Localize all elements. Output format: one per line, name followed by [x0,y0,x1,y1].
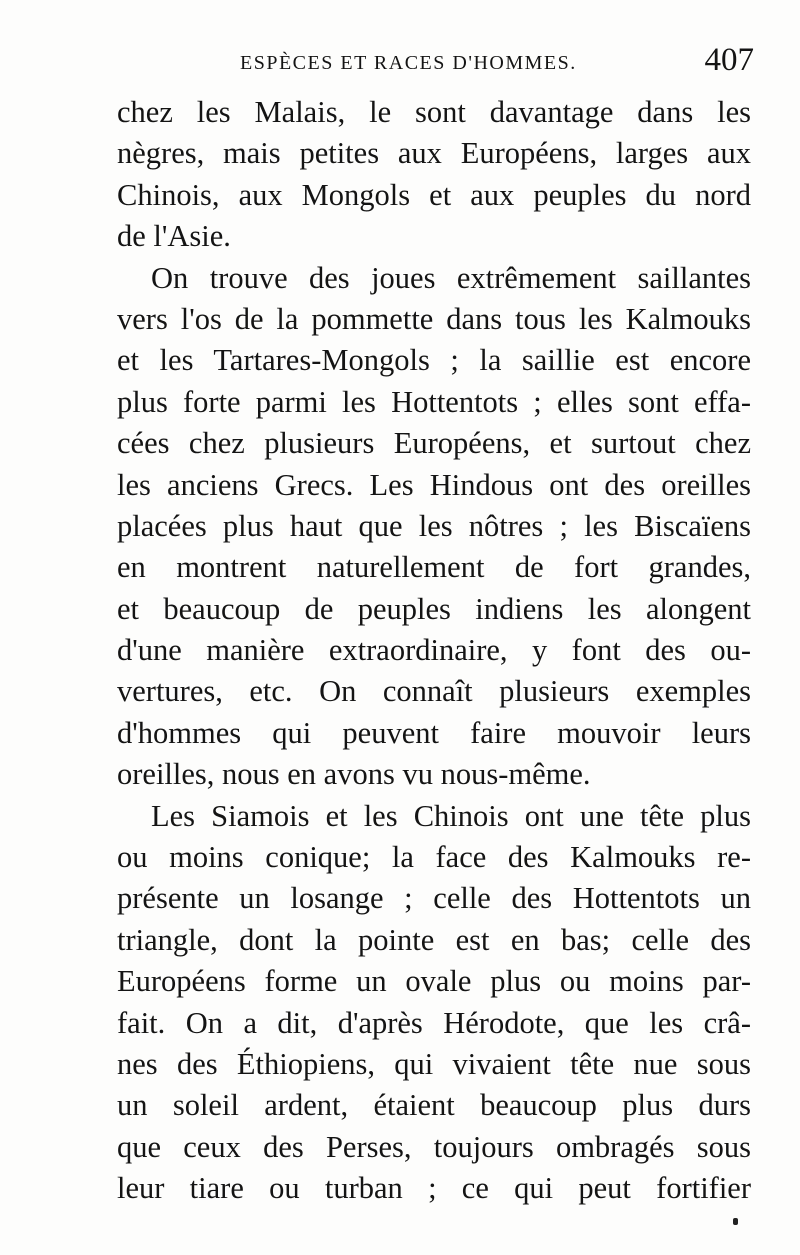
text-line: vertures, etc. On connaît plusieurs exemples [117,674,751,709]
text-line: présente un losange ; celle des Hottentots un [117,881,751,916]
text-line: nes des Éthiopiens, qui vivaient tête nue sous [117,1046,751,1081]
text-line: plus forte parmi les Hottentots ; elles sont effa- [117,384,751,419]
text-line: cées chez plusieurs Européens, et surtout chez [117,426,751,461]
ink-speck [733,1218,738,1225]
paragraph-1 [117,92,751,258]
text-line: d'hommes qui peuvent faire mouvoir leurs [117,715,751,750]
text-line: Les Siamois et les Chinois ont une tête plus [151,798,751,833]
body-text [117,92,751,1210]
text-line: les anciens Grecs. Les Hindous ont des oreilles [117,467,751,502]
text-line: nègres, mais petites aux Européens, larges aux [117,136,751,171]
text-line: vers l'os de la pommette dans tous les Kalmouks [117,301,751,336]
running-title: ESPÈCES ET RACES D'HOMMES. [240,52,577,74]
text-line: leur tiare ou turban ; ce qui peut fortifier [117,1171,751,1206]
page-number: 407 [704,42,754,78]
text-line: Européens forme un ovale plus ou moins par- [117,964,751,999]
text-line: de l'Asie. [117,219,231,254]
paragraph-3 [117,796,751,1210]
text-line: en montrent naturellement de fort grandes, [117,550,751,585]
text-line: un soleil ardent, étaient beaucoup plus durs [117,1088,751,1123]
text-line: triangle, dont la pointe est en bas; celle des [117,922,751,957]
text-line: que ceux des Perses, toujours ombragés sous [117,1129,751,1164]
text-line: oreilles, nous en avons vu nous-même. [117,757,591,792]
text-line: et beaucoup de peuples indiens les alongent [117,591,751,626]
text-line: et les Tartares-Mongols ; la saillie est encore [117,343,751,378]
text-line: chez les Malais, le sont davantage dans les [117,95,751,129]
paragraph-2 [117,258,751,796]
text-line: On trouve des joues extrêmement saillantes [151,260,751,295]
text-line: fait. On a dit, d'après Hérodote, que les crâ- [117,1005,751,1040]
text-line: d'une manière extraordinaire, y font des ou- [117,633,751,668]
text-line: ou moins conique; la face des Kalmouks re- [117,840,751,875]
text-line: placées plus haut que les nôtres ; les Biscaïens [117,508,751,543]
running-head [118,40,758,90]
text-line: Chinois, aux Mongols et aux peuples du nord [117,177,751,212]
